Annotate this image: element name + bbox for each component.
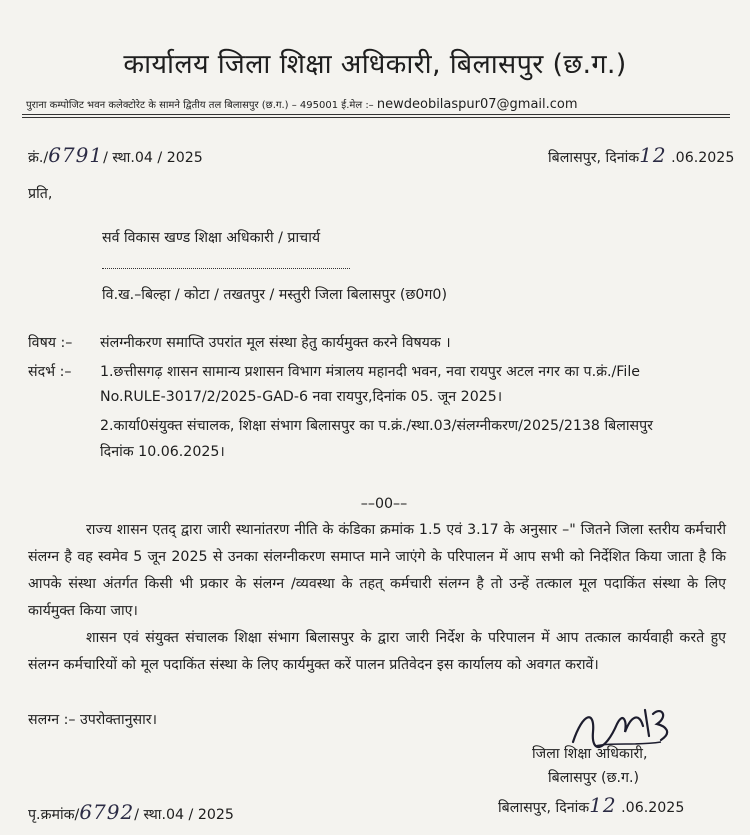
section-separator: ––00––	[360, 496, 408, 512]
enclosure-note: सलग्न :– उपरोक्तानुसार।	[28, 712, 157, 728]
subject-label: विषय :–	[28, 335, 73, 351]
place-date-prefix: बिलासपुर, दिनांक	[548, 150, 640, 166]
signature-handwritten-day: 12	[589, 793, 617, 817]
body-paragraph-1: राज्य शासन एतद् द्वारा जारी स्थानांतरण नीति के कंडिका क्रमांक 1.5 एवं 3.17 के अनुसार –" जितने जिला स्तरीय कर्मचारी संलग्न है वह स्वमेव 5 जून 2025 से उनका संलग्नीकरण समाप्त माने जाएंगे के परिपालन में आप सभी को निर्देशित किया जाता है कि आपके संस्था अंतर्गत किसी भी प्रकार के संलग्न /व्यवस्था के तहत् कर्मचारी संलग्न है तो उन्हें तत्काल मूल पदाकिंत संस्था के लिए कार्यमुक्त किया जाए।	[28, 522, 726, 619]
signatory-location: बिलासपुर (छ.ग.)	[548, 770, 640, 786]
office-address-line	[26, 97, 578, 112]
footer-ref-prefix: पृ.क्रमांक/	[28, 807, 80, 823]
ref-suffix: / स्था.04 / 2025	[103, 150, 203, 166]
prati-label: प्रति,	[28, 186, 53, 202]
reference-label: संदर्भ :–	[28, 364, 72, 380]
reference-item-1-line-1: 1.छत्तीसगढ़ शासन सामान्य प्रशासन विभाग मंत्रालय महानदी भवन, नवा रायपुर अटल नगर का प.क्रं./File	[100, 364, 641, 380]
signature-date	[498, 793, 684, 817]
handwritten-day: 12	[639, 143, 667, 167]
date-suffix: .06.2025	[671, 150, 735, 166]
office-title: कार्यालय जिला शिक्षा अधिकारी, बिलासपुर (छ.ग.)	[123, 49, 627, 80]
addressee-dotted-rule	[102, 268, 350, 270]
addressee-blocks: वि.ख.–बिल्हा / कोटा / तखतपुर / मस्तुरी जिला बिलासपुर (छ0ग0)	[102, 287, 447, 303]
signature-date-suffix: .06.2025	[621, 800, 685, 816]
signatory-designation: जिला शिक्षा अधिकारी,	[532, 746, 648, 762]
endorsement-ref-number	[28, 800, 234, 824]
body-paragraph-2: शासन एवं संयुक्त संचालक शिक्षा संभाग बिलासपुर के द्वारा जारी निर्देश के परिपालन में आप तत्काल कार्यवाही करते हुए संलग्न कर्मचारियों को मूल पदाकिंत संस्था के लिए कार्यमुक्त करें पालन प्रतिवेदन इस कार्यालय को अवगत करावें।	[28, 630, 726, 673]
letter-ref-number	[28, 143, 203, 167]
addressee: सर्व विकास खण्ड शिक्षा अधिकारी / प्राचार्य	[102, 230, 321, 246]
reference-item-2-line-2: दिनांक 10.06.2025।	[100, 444, 225, 460]
reference-item-1-line-2: No.RULE-3017/2/2025-GAD-6 नवा रायपुर,दिनांक 05. जून 2025।	[100, 389, 503, 405]
letter-date	[548, 143, 734, 167]
reference-item-2-line-1: 2.कार्या0संयुक्त संचालक, शिक्षा संभाग बिलासपुर का प.क्रं./स्था.03/संलग्नीकरण/2025/2138 बिलासपुर	[100, 418, 653, 434]
handwritten-ref-number: 6791	[48, 143, 104, 167]
footer-ref-suffix: / स्था.04 / 2025	[134, 807, 234, 823]
office-email[interactable]: newdeobilaspur07@gmail.com	[376, 97, 578, 112]
signature-place-date-prefix: बिलासपुर, दिनांक	[498, 800, 590, 816]
office-address: पुराना कम्पोजिट भवन कलेक्टोरेट के सामने द्वितीय तल बिलासपुर (छ.ग.) – 495001 ई.मेल :–	[26, 100, 374, 111]
subject-text: संलग्नीकरण समाप्ति उपरांत मूल संस्था हेतु कार्यमुक्त करने विषयक ।	[100, 335, 451, 351]
ref-prefix: क्रं./	[28, 150, 49, 166]
header-rule-bottom	[22, 117, 730, 118]
header-rule-top	[22, 114, 730, 115]
footer-handwritten-ref-number: 6792	[79, 800, 135, 824]
